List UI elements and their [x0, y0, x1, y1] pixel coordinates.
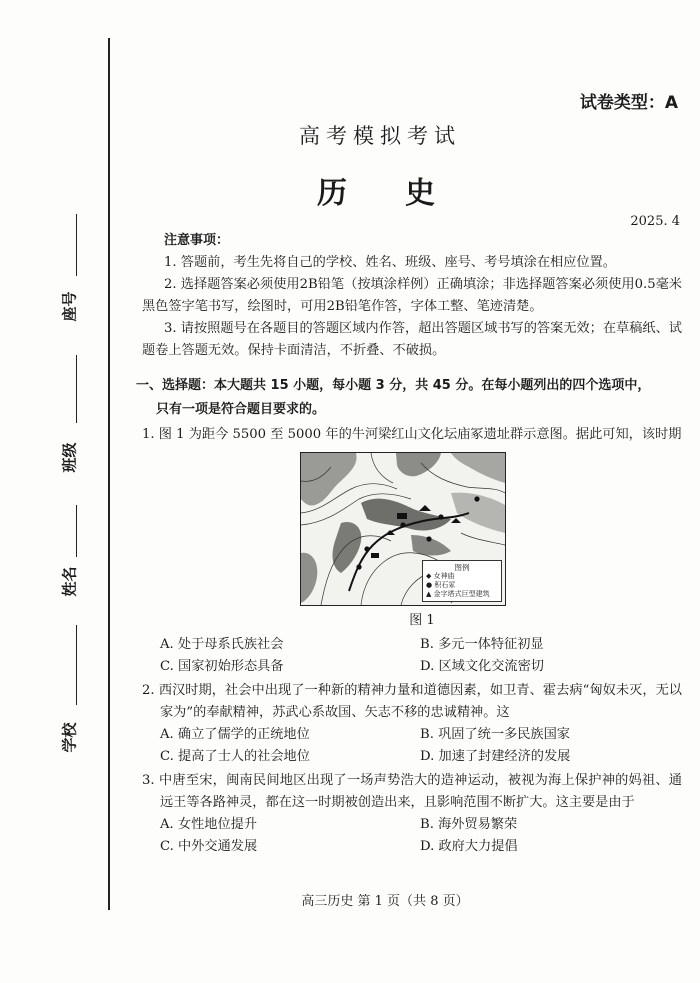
- question-2-stem: 2. 西汉时期，社会中出现了一种新的精神力量和道德因素，如卫青、霍去病“匈奴未灭，无以家为”的奉献精神，苏武心系故国、矢志不移的忠诚精神。这: [142, 683, 682, 720]
- question-3: [142, 770, 682, 858]
- question-3-options: [142, 814, 682, 858]
- exam-title: 高考模拟考试: [299, 124, 461, 148]
- section-heading-line1: 一、选择题：本大题共 15 小题，每小题 3 分，共 45 分。在每小题列出的四个选项中，: [136, 378, 651, 393]
- page-footer: 高三历史 第 1 页（共 8 页）: [301, 894, 469, 909]
- question-2-option-c: C. 提高了士人的社会地位: [160, 749, 310, 764]
- notes-item-3: 3. 请按照题号在各题目的答题区域内作答，超出答题区域书写的答案无效；在草稿纸、试题卷上答题无效。保持卡面清洁，不折叠、不破损。: [142, 321, 682, 358]
- school-line: [76, 625, 77, 705]
- legend-item-temple: [426, 572, 498, 581]
- class-line: [76, 355, 77, 423]
- temple-symbol-icon: ◆: [426, 572, 432, 580]
- question-1-option-b: B. 多元一体特征初显: [420, 637, 544, 652]
- exam-date: 2025. 4: [630, 214, 680, 229]
- exam-content: [136, 230, 682, 858]
- section-heading: [136, 374, 682, 422]
- question-1-options: [142, 634, 682, 678]
- question-2-option-d: D. 加速了封建经济的发展: [420, 749, 571, 764]
- question-1-option-a: A. 处于母系氏族社会: [160, 637, 284, 652]
- pyramid-symbol-icon: ▲: [426, 590, 432, 598]
- section-heading-line2: 只有一项是符合题目要求的。: [156, 402, 326, 417]
- figure-1-label: 图 1: [409, 613, 435, 628]
- name-label: 姓名: [60, 566, 79, 597]
- question-3-stem: 3. 中唐至宋，闽南民间地区出现了一场声势浩大的造神运动，被视为海上保护神的妈祖、通远王等各路神灵，都在这一时期被创造出来，且影响范围不断扩大。这主要是由于: [142, 773, 682, 810]
- question-1-option-c: C. 国家初始形态具备: [160, 659, 284, 674]
- class-label: 班级: [60, 442, 79, 473]
- question-3-option-a: A. 女性地位提升: [160, 817, 258, 832]
- notes-title: 注意事项：: [164, 233, 230, 248]
- legend-item-temple-label: 女神庙: [433, 572, 455, 580]
- question-1-stem: 1. 图 1 为距今 5500 至 5000 年的牛河梁红山文化坛庙冢遗址群示意图。据此可知，该时期: [142, 427, 682, 442]
- seat-label: 座号: [60, 291, 79, 322]
- question-2-option-b: B. 巩固了统一多民族国家: [420, 727, 570, 742]
- legend-item-pyramid-label: 金字塔式巨型建筑: [433, 590, 490, 598]
- legend-item-cairn: [426, 581, 498, 590]
- school-label: 学校: [60, 722, 79, 753]
- paper-type: 试卷类型：A: [579, 93, 678, 113]
- name-line: [76, 505, 77, 557]
- seat-line: [76, 214, 77, 276]
- legend-title: 图例: [454, 563, 470, 572]
- legend-item-cairn-label: 积石冢: [434, 581, 456, 589]
- notes-item-1: 1. 答题前，考生先将自己的学校、姓名、班级、座号、考号填涂在相应位置。: [164, 255, 616, 270]
- question-1: [142, 424, 682, 678]
- question-2-option-a: A. 确立了儒学的正统地位: [160, 727, 310, 742]
- map-legend: [422, 560, 502, 602]
- question-3-option-b: B. 海外贸易繁荣: [420, 817, 518, 832]
- figure-1-map: [300, 452, 506, 606]
- question-2-options: [142, 724, 682, 768]
- question-3-option-c: C. 中外交通发展: [160, 839, 258, 854]
- legend-item-pyramid: [426, 590, 498, 599]
- notes-item-2: 2. 选择题答案必须使用2B铅笔（按填涂样例）正确填涂；非选择题答案必须使用0.5毫米黑色签字笔书写，绘图时，可用2B铅笔作答，字体工整、笔迹清楚。: [142, 277, 682, 314]
- cairn-symbol-icon: ●: [426, 581, 433, 589]
- subject-title: 历史: [317, 176, 493, 211]
- question-1-option-d: D. 区域文化交流密切: [420, 659, 544, 674]
- question-3-option-d: D. 政府大力提倡: [420, 839, 518, 854]
- question-2: [142, 680, 682, 768]
